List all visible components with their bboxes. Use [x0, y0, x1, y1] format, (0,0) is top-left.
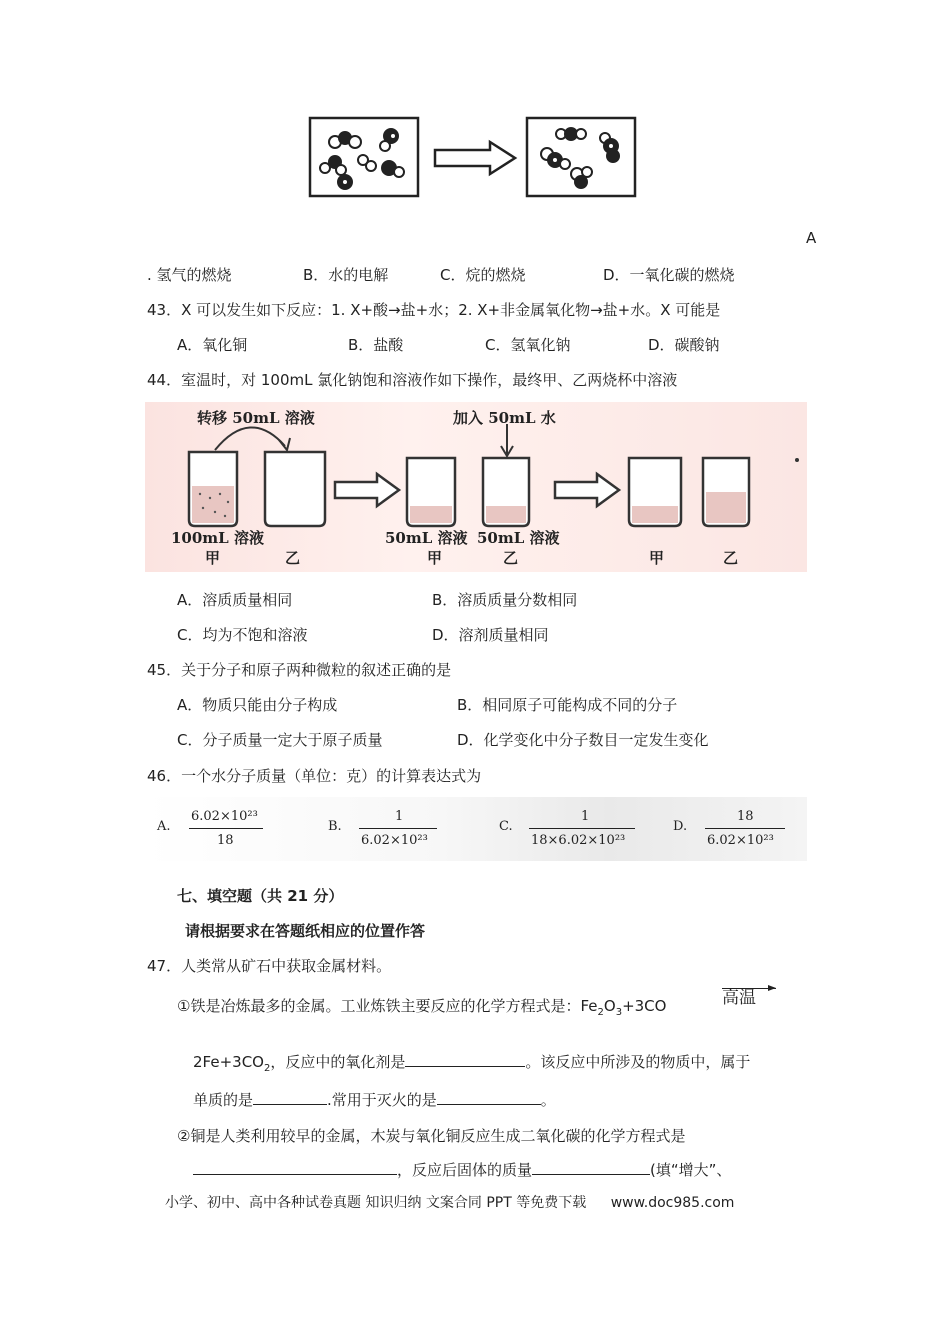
q46-a-bar: [189, 828, 263, 829]
corner-label: A: [806, 229, 817, 247]
q47-sub-2b: 2: [263, 1063, 271, 1074]
element-blank[interactable]: [253, 1090, 327, 1105]
reaction-condition: [722, 988, 756, 1008]
q46-b-den: 6.02×10²³: [361, 833, 428, 848]
footer-text: 小学、初中、高中各种试卷真题 知识归纳 文案合同 PPT 等免费下载: [165, 1195, 587, 1211]
q44-stem: 44．室温时，对 100mL 氯化钠饱和溶液作如下操作，最终甲、乙两烧杯中溶液: [147, 371, 678, 389]
add-water-label: 加入 50mL 水: [453, 409, 556, 427]
q47-line3-b: .常用于灭火的是: [327, 1091, 437, 1109]
yi-label-2: 乙: [503, 549, 519, 567]
solid-mass-blank[interactable]: [532, 1160, 650, 1175]
q42-option-b: B．水的电解: [303, 266, 389, 284]
q46-d-den: 6.02×10²³: [707, 833, 774, 848]
q45-option-b: B．相同原子可能构成不同的分子: [457, 696, 678, 714]
q46-c-letter: C.: [499, 819, 513, 834]
section-instruction: 请根据要求在答题纸相应的位置作答: [185, 922, 426, 940]
q46-a-den: 18: [217, 833, 234, 848]
q47-line5-a: ，反应后固体的质量: [397, 1161, 533, 1179]
q47-line2-a: 2Fe+3CO: [193, 1053, 264, 1071]
q44-option-d: D．溶剂质量相同: [432, 626, 549, 644]
q47-line3-a: 单质的是: [193, 1091, 254, 1109]
q47-line3: [193, 1090, 556, 1110]
q47-line5: [193, 1160, 731, 1180]
q43-option-a: A．氧化铜: [177, 336, 248, 354]
oxidizer-blank[interactable]: [405, 1052, 525, 1067]
q42-option-c: C．烷的燃烧: [440, 266, 526, 284]
q46-b-num: 1: [395, 809, 404, 824]
yi-label-1: 乙: [285, 549, 301, 567]
section-title: 七、填空题（共 21 分）: [177, 887, 344, 905]
reaction-arrow-head: [768, 985, 776, 991]
q46-d-num: 18: [737, 809, 754, 824]
q47-line2-b: ，反应中的氧化剂是: [270, 1053, 406, 1071]
yi-label-3: 乙: [723, 549, 739, 567]
jia-label-1: 甲: [205, 549, 221, 567]
q46-d-letter: D.: [673, 819, 688, 834]
q43-option-d: D．碳酸钠: [648, 336, 720, 354]
q43-option-c: C．氢氧化钠: [485, 336, 571, 354]
footer-url[interactable]: www.doc985.com: [610, 1195, 735, 1211]
q45-option-d: D．化学变化中分子数目一定发生变化: [457, 731, 709, 749]
q45-option-c: C．分子质量一定大于原子质量: [177, 731, 383, 749]
q46-stem: 46．一个水分子质量（单位：克）的计算表达式为: [147, 767, 482, 785]
q47-line3-c: 。: [540, 1091, 556, 1109]
q47-part1-o: O: [603, 997, 616, 1015]
q44-option-c: C．均为不饱和溶液: [177, 626, 308, 644]
q47-line2: [193, 1052, 750, 1079]
q42-option-d: D．一氧化碳的燃烧: [603, 266, 735, 284]
fire-extinguish-blank[interactable]: [437, 1090, 541, 1105]
footer: [165, 1192, 734, 1212]
q47-part2: ②铜是人类利用较早的金属，木炭与氧化铜反应生成二氧化碳的化学方程式是: [177, 1127, 686, 1145]
beaker3-label: 50mL 溶液: [477, 529, 560, 547]
q47-sub-2a: 2: [597, 1007, 604, 1018]
q43-option-b: B．盐酸: [348, 336, 404, 354]
q43-stem: 43．X 可以发生如下反应：1. X+酸→盐+水；2. X+非金属氧化物→盐+水。X 可能是: [147, 301, 721, 319]
q47-line2-c: 。该反应中所涉及的物质中，属于: [525, 1053, 751, 1071]
q44-option-b: B．溶质质量分数相同: [432, 591, 578, 609]
q47-stem: 47．人类常从矿石中获取金属材料。: [147, 957, 392, 975]
q44-option-a: A．溶质质量相同: [177, 591, 293, 609]
beaker-figure: [145, 402, 807, 572]
beaker1-label: 100mL 溶液: [171, 529, 264, 547]
q47-sub-3: 3: [615, 1007, 623, 1018]
q46-c-bar: [529, 828, 635, 829]
jia-label-2: 甲: [427, 549, 443, 567]
q47-part1-co: +3CO: [622, 997, 667, 1015]
q46-a-num: 6.02×10²³: [191, 809, 258, 824]
beaker2-label: 50mL 溶液: [385, 529, 468, 547]
q46-c-den: 18×6.02×10²³: [531, 833, 626, 848]
q42-option-a: . 氢气的燃烧: [147, 266, 232, 284]
reaction-condition-text: 高温: [722, 988, 756, 1008]
q45-stem: 45．关于分子和原子两种微粒的叙述正确的是: [147, 661, 452, 679]
q46-c-num: 1: [581, 809, 590, 824]
q46-options-figure: [145, 797, 807, 861]
q46-a-letter: A.: [157, 819, 171, 834]
q46-b-bar: [359, 828, 437, 829]
equation-blank[interactable]: [193, 1160, 397, 1175]
molecule-reaction-figure: [305, 112, 645, 202]
jia-label-3: 甲: [649, 549, 665, 567]
q47-line5-b: (填“增大”、: [650, 1161, 732, 1179]
transfer-label: 转移 50mL 溶液: [197, 409, 315, 427]
q47-part1-text: ①铁是冶炼最多的金属。工业炼铁主要反应的化学方程式是：Fe: [177, 997, 598, 1015]
q47-part1-line: [177, 996, 666, 1023]
q46-d-bar: [705, 828, 785, 829]
q46-b-letter: B.: [328, 819, 342, 834]
q45-option-a: A．物质只能由分子构成: [177, 696, 338, 714]
